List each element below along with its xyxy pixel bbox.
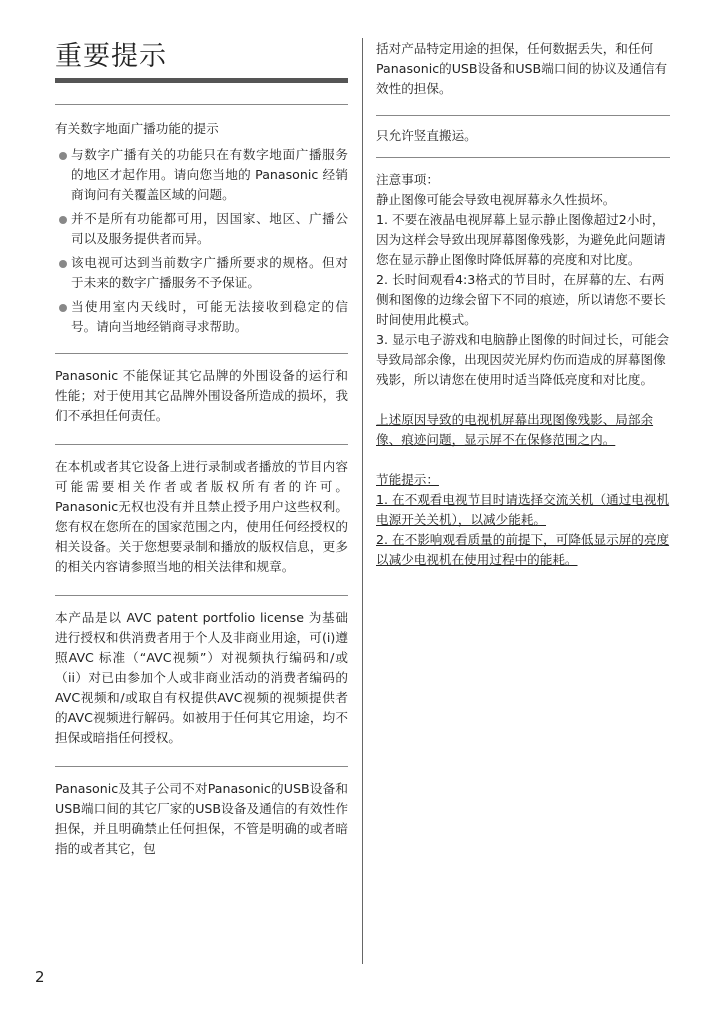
bullet-icon bbox=[59, 304, 67, 312]
energy-saving-heading: 节能提示： bbox=[376, 472, 439, 487]
bullet-item: 当使用室内天线时，可能无法接收到稳定的信号。请向当地经销商寻求帮助。 bbox=[55, 297, 348, 337]
digital-broadcast-heading: 有关数字地面广播功能的提示 bbox=[55, 121, 219, 136]
usb-disclaimer-paragraph: Panasonic及其子公司不对Panasonic的USB设备和USB端口间的其它厂家的USB设备及通信的有效性作担保，并且明确禁止任何担保，不管是明确的或者暗指的或者其它，包 bbox=[55, 781, 348, 856]
bullet-icon bbox=[59, 152, 67, 160]
carry-upright-notice: 只允许竖直搬运。 bbox=[376, 128, 477, 143]
avc-license-paragraph: 本产品是以 AVC patent portfolio license 为基础进行授权和供消费者用于个人及非商业用途，可(i)遵照AVC 标准（“AVC视频”）对视频执行编码和/或（ii）对已由参加个人或非商业活动的消费者编码的AVC视频和/或取自有权提供AVC视频的视频提供者的AVC视频进行解码。如被用于任何其它用途，均不担保或暗指任何授权。 bbox=[55, 610, 348, 745]
column-divider bbox=[362, 38, 363, 964]
warranty-exclusion-notice: 上述原因导致的电视机屏幕出现图像残影、局部余像、痕迹问题，显示屏不在保修范围之内。 bbox=[376, 412, 654, 447]
energy-saving-item: 1. 在不观看电视节目时请选择交流关机（通过电视机电源开关关机），以减少能耗。 bbox=[376, 492, 670, 527]
energy-saving-section bbox=[376, 470, 670, 570]
page-number: 2 bbox=[35, 968, 45, 986]
bullet-icon bbox=[59, 260, 67, 268]
recording-rights-paragraph: 在本机或者其它设备上进行录制或者播放的节目内容可能需要相关作者或者版权所有者的许可。Panasonic无权也没有并且禁止授予用户这些权利。您有权在您所在的国家范围之内，使用任何经授权的相关设备。关于您想要录制和播放的版权信息，更多的相关内容请参照当地的相关法律和规章。 bbox=[55, 459, 348, 574]
usb-disclaimer-continuation: 括对产品特定用途的担保，任何数据丢失，和任何Panasonic的USB设备和USB端口间的协议及通信有效性的担保。 bbox=[376, 41, 668, 96]
bullet-item: 该电视可达到当前数字广播所要求的规格。但对于未来的数字广播服务不予保证。 bbox=[55, 253, 348, 293]
precautions-heading: 注意事项： bbox=[376, 172, 439, 187]
precaution-item: 1. 不要在液晶电视屏幕上显示静止图像超过2小时，因为这样会导致出现屏幕图像残影，为避免此问题请您在显示静止图像时降低屏幕的亮度和对比度。 bbox=[376, 212, 666, 267]
section-divider bbox=[55, 104, 348, 105]
precautions-lead: 静止图像可能会导致电视屏幕永久性损坏。 bbox=[376, 192, 616, 207]
precautions-section bbox=[376, 170, 670, 390]
digital-broadcast-section bbox=[55, 119, 348, 337]
precaution-item: 2. 长时间观看4:3格式的节目时，在屏幕的左、右两侧和图像的边缘会留下不同的痕迹，所以请您不要长时间使用此模式。 bbox=[376, 272, 666, 327]
section-divider bbox=[55, 353, 348, 354]
bullet-item: 并不是所有功能都可用，因国家、地区、广播公司以及服务提供者而异。 bbox=[55, 209, 348, 249]
section-divider bbox=[55, 595, 348, 596]
page-title: 重要提示 bbox=[55, 41, 167, 72]
section-divider bbox=[376, 157, 670, 158]
right-column bbox=[376, 38, 670, 570]
precaution-item: 3. 显示电子游戏和电脑静止图像的时间过长，可能会导致局部余像，出现因荧光屏灼伤而造成的屏幕图像残影，所以请您在使用时适当降低亮度和对比度。 bbox=[376, 332, 670, 387]
bullet-item: 与数字广播有关的功能只在有数字地面广播服务的地区才起作用。请向您当地的 Panasonic 经销商询问有关覆盖区域的问题。 bbox=[55, 145, 348, 205]
section-divider bbox=[55, 444, 348, 445]
section-divider bbox=[55, 766, 348, 767]
left-column bbox=[55, 38, 348, 859]
title-underline bbox=[55, 78, 348, 83]
bullet-icon bbox=[59, 216, 67, 224]
energy-saving-item: 2. 在不影响观看质量的前提下，可降低显示屏的亮度以减少电视机在使用过程中的能耗。 bbox=[376, 532, 670, 567]
external-devices-paragraph: Panasonic 不能保证其它品牌的外围设备的运行和性能；对于使用其它品牌外围设备所造成的损坏，我们不承担任何责任。 bbox=[55, 368, 348, 423]
section-divider bbox=[376, 115, 670, 116]
